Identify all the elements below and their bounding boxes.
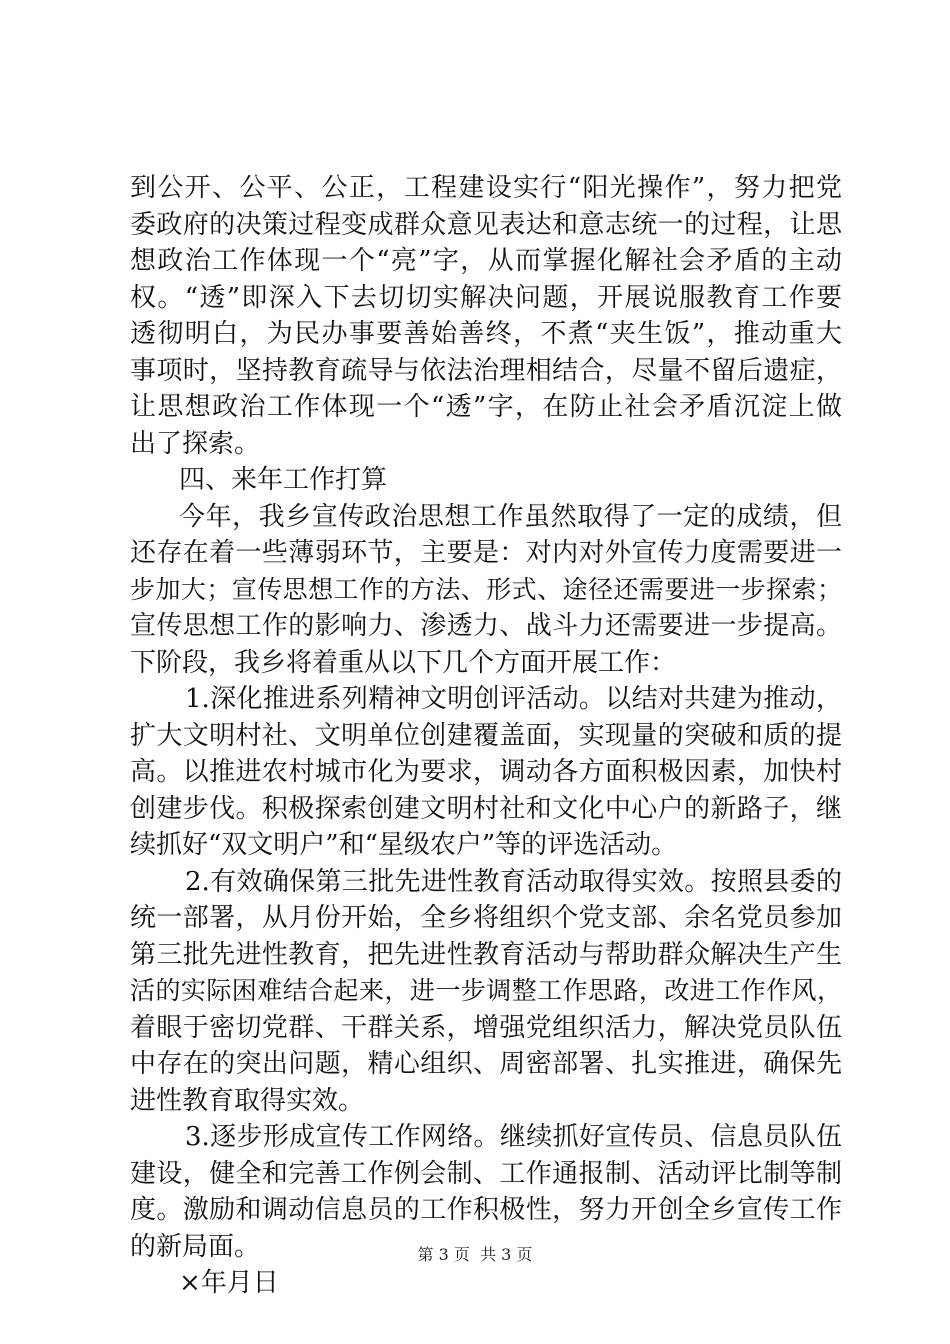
paragraph-line: 透彻明白，为民办事要善始善终，不煮“夹生饭”，推动重大	[130, 319, 842, 349]
document-body	[130, 170, 842, 1302]
paragraph-line: 步加大；宣传思想工作的方法、形式、途径还需要进一步探索；	[130, 574, 842, 604]
list-item-1-line: 1.深化推进系列精神文明创评活动。以结对共建为推动，	[185, 684, 842, 714]
list-item-1-line: 创建步伐。积极探索创建文明村社和文化中心户的新路子，继	[130, 793, 842, 824]
paragraph-line: 还存在着一些薄弱环节，主要是：对内对外宣传力度需要进一	[130, 538, 842, 568]
paragraph-line: 权。“透”即深入下去切切实解决问题，开展说服教育工作要	[130, 282, 842, 313]
paragraph-line: 出了探索。	[130, 428, 261, 459]
list-item-1-line: 续抓好“双文明户”和“星级农户”等的评选活动。	[130, 830, 678, 860]
paragraph-line: 让思想政治工作体现一个“透”字，在防止社会矛盾沉淀上做	[130, 392, 842, 422]
paragraph-line: 想政治工作体现一个“亮”字，从而掌握化解社会矛盾的主动	[130, 246, 842, 276]
paragraph-line: 宣传思想工作的影响力、渗透力、战斗力还需要进一步提高。	[130, 611, 842, 641]
section-heading: 四、来年工作打算	[179, 465, 388, 495]
date-line: ×年月日	[179, 1268, 279, 1298]
paragraph-line: 委政府的决策过程变成群众意见表达和意志统一的过程，让思	[130, 209, 842, 240]
list-item-2-line: 进性教育取得实效。	[130, 1085, 365, 1116]
page-number-footer: 第 3 页 共 3 页	[417, 1245, 533, 1264]
list-item-2-line: 中存在的突出问题，精心组织、周密部署、扎实推进，确保先	[130, 1049, 842, 1079]
paragraph-line: 下阶段，我乡将着重从以下几个方面开展工作：	[130, 647, 677, 678]
list-item-2-line: 统一部署，从月份开始，全乡将组织个党支部、余名党员参加	[130, 903, 842, 933]
list-item-2-line: 2.有效确保第三批先进性教育活动取得实效。按照县委的	[185, 866, 842, 897]
paragraph-line: 今年，我乡宣传政治思想工作虽然取得了一定的成绩，但	[179, 501, 842, 532]
paragraph-line: 到公开、公平、公正，工程建设实行“阳光操作”，努力把党	[130, 173, 842, 203]
list-item-1-line: 高。以推进农村城市化为要求，调动各方面积极因素，加快村	[130, 757, 842, 787]
list-item-3-line: 3.逐步形成宣传工作网络。继续抓好宣传员、信息员队伍	[185, 1122, 842, 1152]
list-item-2-line: 着眼于密切党群、干群关系，增强党组织活力，解决党员队伍	[130, 1012, 842, 1043]
list-item-1-line: 扩大文明村社、文明单位创建覆盖面，实现量的突破和质的提	[130, 720, 842, 751]
list-item-3-line: 度。激励和调动信息员的工作积极性，努力开创全乡宣传工作	[130, 1195, 842, 1225]
list-item-2-line: 活的实际困难结合起来，进一步调整工作思路，改进工作作风，	[130, 976, 842, 1005]
list-item-3-line: 的新局面。	[130, 1231, 261, 1262]
list-item-3-line: 建设，健全和完善工作例会制、工作通报制、活动评比制等制	[130, 1158, 842, 1189]
paragraph-line: 事项时，坚持教育疏导与依法治理相结合，尽量不留后遗症，	[130, 355, 842, 386]
list-item-2-line: 第三批先进性教育，把先进性教育活动与帮助群众解决生产生	[130, 939, 842, 970]
